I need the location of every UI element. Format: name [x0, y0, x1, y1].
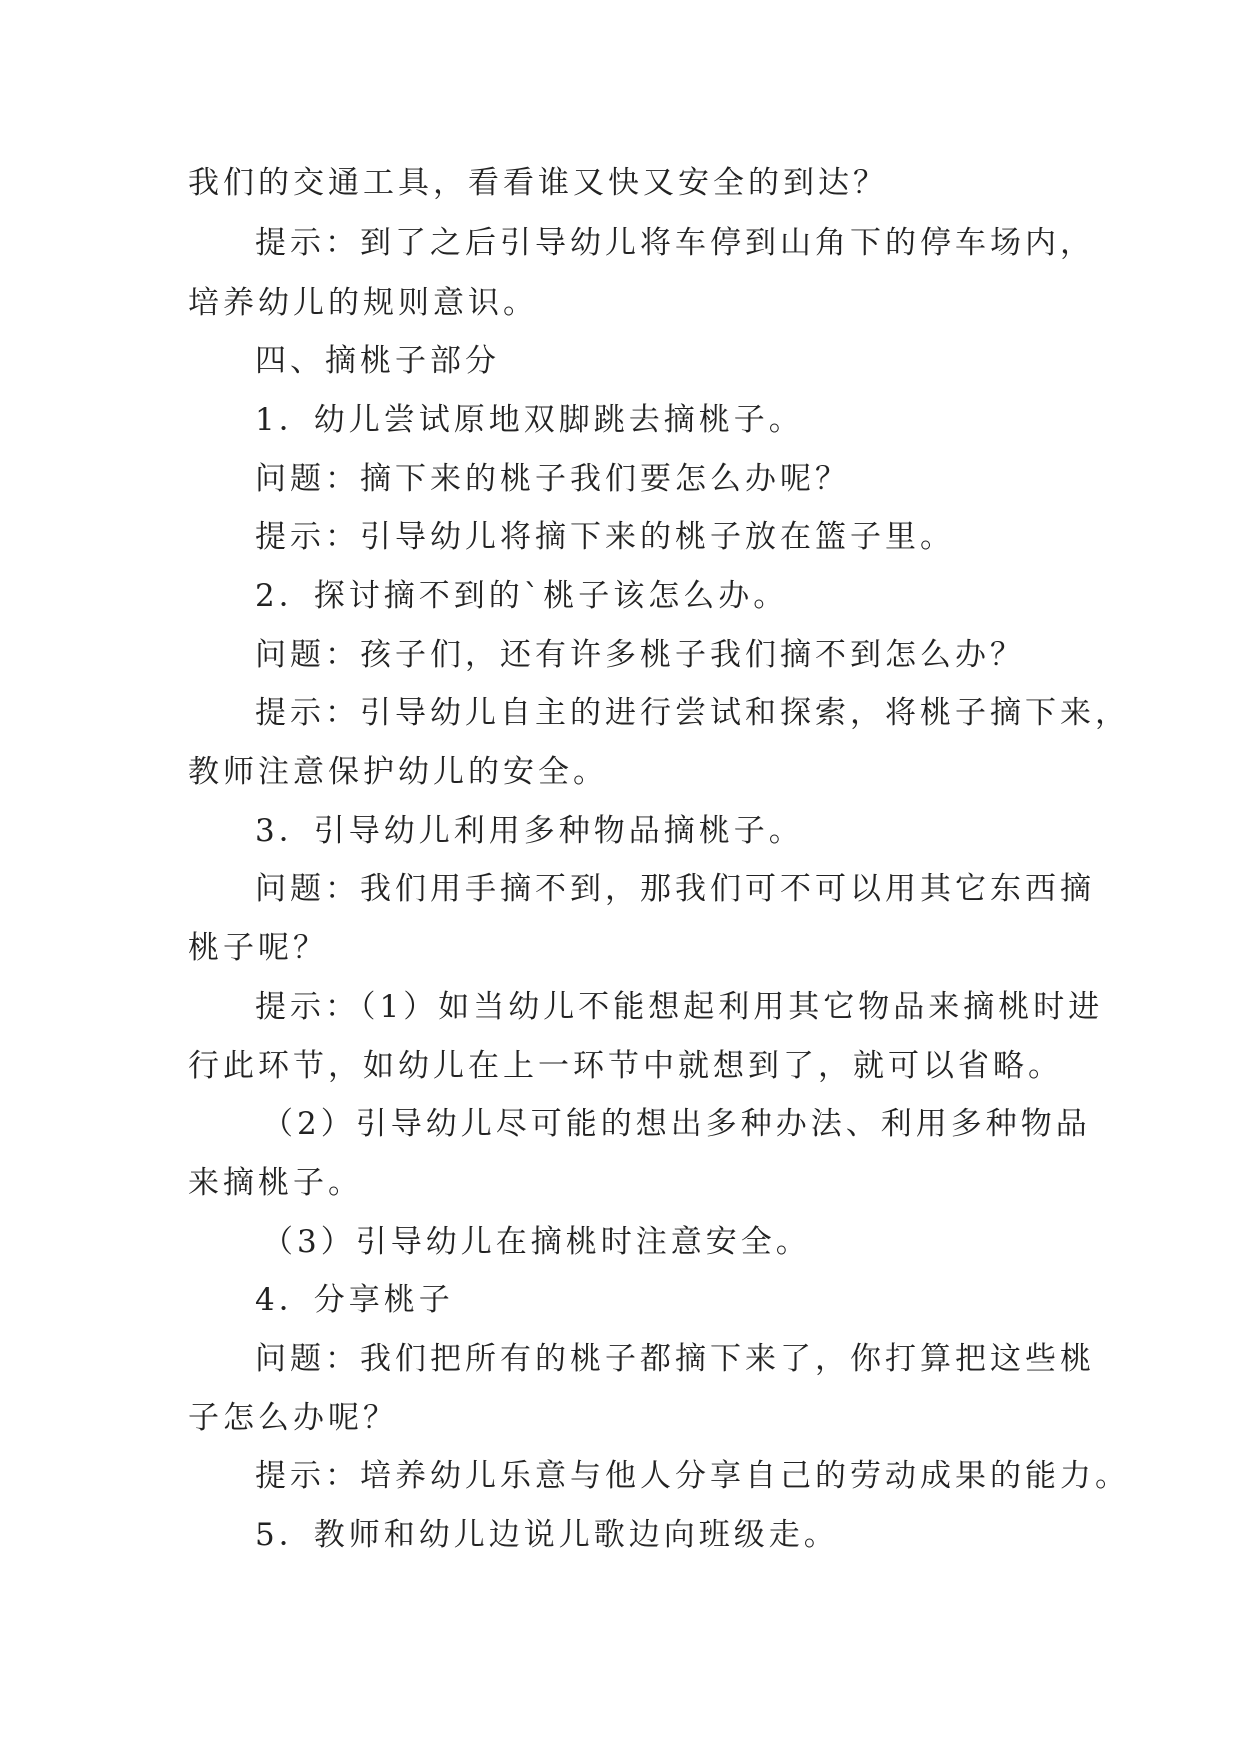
text-line: 问题：摘下来的桃子我们要怎么办呢？ [255, 461, 850, 497]
text-line: 3．引导幼儿利用多种物品摘桃子。 [255, 813, 804, 849]
text-line: 1．幼儿尝试原地双脚跳去摘桃子。 [255, 402, 804, 438]
text-line: 来摘桃子。 [188, 1165, 363, 1201]
text-line: 提示：（1）如当幼儿不能想起利用其它物品来摘桃时进 [255, 989, 1104, 1025]
text-line: 我们的交通工具，看看谁又快又安全的到达？ [188, 165, 888, 201]
text-line: 教师注意保护幼儿的安全。 [188, 754, 608, 790]
text-line: 行此环节，如幼儿在上一环节中就想到了，就可以省略。 [188, 1048, 1063, 1084]
text-line: 提示：引导幼儿将摘下来的桃子放在篮子里。 [255, 519, 955, 555]
text-line: 问题：孩子们，还有许多桃子我们摘不到怎么办？ [255, 637, 1025, 673]
text-line: 问题：我们用手摘不到，那我们可不可以用其它东西摘 [255, 871, 1095, 907]
text-line: 提示：引导幼儿自主的进行尝试和探索，将桃子摘下来， [255, 695, 1130, 731]
text-line: （3）引导幼儿在摘桃时注意安全。 [262, 1224, 811, 1260]
text-line: 4．分享桃子 [255, 1282, 454, 1318]
text-line: 5．教师和幼儿边说儿歌边向班级走。 [255, 1517, 839, 1553]
text-line: 问题：我们把所有的桃子都摘下来了，你打算把这些桃 [255, 1341, 1095, 1377]
text-line: 2．探讨摘不到的`桃子该怎么办。 [255, 578, 789, 614]
text-line: 提示：到了之后引导幼儿将车停到山角下的停车场内， [255, 225, 1095, 261]
text-line: （2）引导幼儿尽可能的想出多种办法、利用多种物品 [262, 1106, 1091, 1142]
text-line: 提示：培养幼儿乐意与他人分享自己的劳动成果的能力。 [255, 1458, 1130, 1494]
text-line: 培养幼儿的规则意识。 [188, 285, 538, 321]
section-heading: 四、摘桃子部分 [255, 343, 500, 379]
text-line: 子怎么办呢？ [188, 1400, 398, 1436]
text-line: 桃子呢？ [188, 930, 328, 966]
